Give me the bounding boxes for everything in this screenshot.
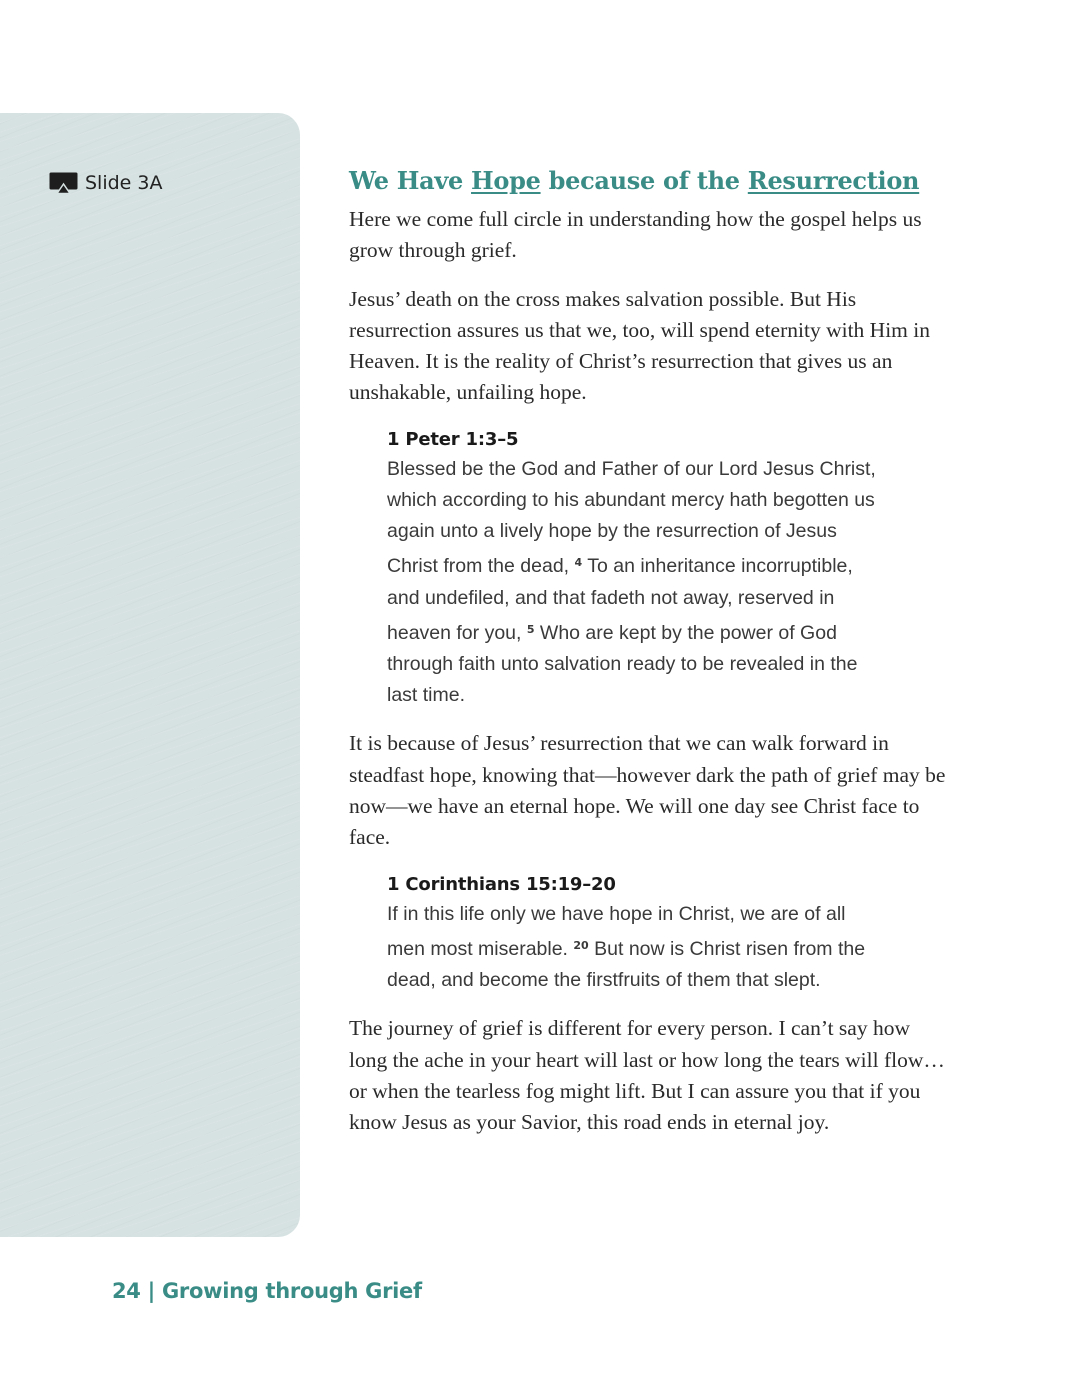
presentation-screen-icon: [49, 172, 78, 194]
verse-reference: 1 Peter 1:3–5: [387, 428, 519, 450]
verse-segment: If in this life only we have hope in Christ, we are of all men most miserable.: [387, 902, 846, 960]
verse-reference: 1 Corinthians 15:19–20: [387, 873, 616, 895]
section-heading: [349, 164, 949, 198]
slide-tag: [49, 172, 163, 194]
paragraph-3: It is because of Jesus’ resurrection that we can walk forward in steadfast hope, knowing that—however dark the path of grief may be now—we have an eternal hope. We will one day see Christ face to face.: [349, 731, 946, 850]
main-content: [349, 164, 949, 1155]
verse-segment: Who are kept by the power of God through faith unto salvation ready to be revealed in the last time.: [387, 621, 858, 707]
paragraph-1: Here we come full circle in understanding how the gospel helps us grow through grief.: [349, 207, 922, 263]
heading-part-2: because of the: [540, 166, 748, 195]
heading-word-resurrection: Resurrection: [747, 166, 920, 195]
verse-segment: To an inheritance incorruptible, and undefiled, and that fadeth not away, reserved in heaven for you,: [387, 555, 853, 644]
slide-label: Slide 3A: [85, 172, 163, 194]
book-title: Growing through Grief: [162, 1279, 422, 1303]
paragraph-4: The journey of grief is different for every person. I can’t say how long the ache in your heart will last or how long the tears will flow…or when the tearless fog might lift. But I can assure you that if you know Jesus as your Savior, this road ends in eternal joy.: [349, 1016, 945, 1135]
verse-text: [387, 899, 887, 997]
footer-separator: |: [147, 1279, 155, 1303]
verse-number: 5: [526, 622, 535, 636]
page-footer: [112, 1279, 422, 1303]
verse-block-2: [387, 871, 887, 997]
verse-segment: Blessed be the God and Father of our Lord Jesus Christ, which according to his abundant mercy hath begotten us again unto a lively hope by the resurrection of Jesus Christ from the dead,: [387, 457, 876, 578]
verse-number: 20: [573, 938, 589, 952]
side-panel: [0, 113, 300, 1237]
heading-word-hope: Hope: [471, 166, 541, 195]
heading-part-1: We Have: [349, 166, 472, 195]
verse-text: [387, 454, 887, 712]
paragraph-2: Jesus’ death on the cross makes salvation possible. But His resurrection assures us that we, too, will spend eternity with Him in Heaven. It is the reality of Christ’s resurrection that gives us an unshakable, unfailing hope.: [349, 286, 930, 405]
verse-segment: But now is Christ risen from the dead, and become the firstfruits of them that slept.: [387, 937, 866, 991]
page-number: 24: [112, 1279, 141, 1303]
verse-number: 4: [574, 556, 583, 570]
verse-block-1: [387, 426, 887, 712]
